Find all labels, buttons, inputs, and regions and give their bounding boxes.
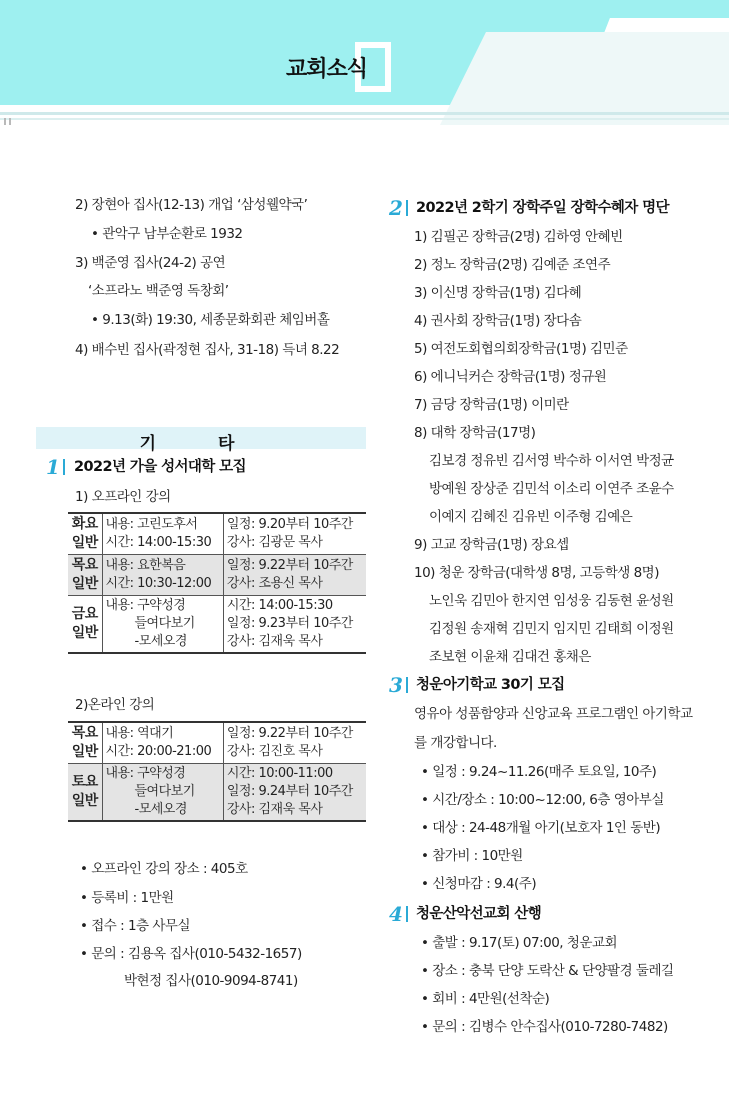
scholarship-line: 4) 권사회 장학금(1명) 장다솜 <box>414 313 582 329</box>
scholarship-line: 2) 정노 장학금(2명) 김예준 조연주 <box>414 257 611 273</box>
info-line: • 장소 : 충북 단양 도락산 & 단양팔경 둘레길 <box>421 963 674 979</box>
scholarship-line: 10) 청운 장학금(대학생 8명, 고등학생 8명) <box>414 565 659 581</box>
course-cell: 내용: 역대기 시간: 20:00-21:00 <box>102 722 223 764</box>
online-schedule-table <box>68 721 366 822</box>
table-row <box>68 555 366 596</box>
info-line: • 문의 : 김병수 안수집사(010-7280-7482) <box>421 1019 668 1035</box>
note-item: • 등록비 : 1만원 <box>80 890 174 906</box>
scholarship-line: 5) 여전도회협의회장학금(1명) 김민준 <box>414 341 628 357</box>
table-row <box>68 513 366 555</box>
note-item: • 문의 : 김용옥 집사(010-5432-1657) <box>80 946 302 962</box>
schedule-cell: 일정: 9.22부터 10주간 강사: 김진호 목사 <box>223 722 366 764</box>
scholarship-line: 6) 에니닉커슨 장학금(1명) 정규원 <box>414 369 607 385</box>
news-item: 2) 장현아 집사(12-13) 개업 ‘삼성웰약국’ <box>75 197 308 213</box>
course-cell: 내용: 구약성경 들여다보기 -모세오경 <box>102 764 223 822</box>
news-detail: • 관악구 남부순환로 1932 <box>91 226 243 242</box>
info-line: • 일정 : 9.24~11.26(매주 토요일, 10주) <box>421 764 657 780</box>
table-row <box>68 764 366 822</box>
recipient-names: 이예지 김혜진 김유빈 이주형 김예은 <box>429 509 633 525</box>
info-line: • 참가비 : 10만원 <box>421 848 523 864</box>
recipient-names: 노인욱 김민아 한지연 임성웅 김동현 윤성원 <box>429 593 674 609</box>
schedule-cell: 시간: 14:00-15:30 일정: 9.23부터 10주간 강사: 김재욱 목사 <box>223 596 366 654</box>
info-line: 를 개강합니다. <box>414 735 497 751</box>
day-cell: 목요 일반 <box>68 722 102 764</box>
info-line: • 출발 : 9.17(토) 07:00, 청운교회 <box>421 935 618 951</box>
scholarship-line: 3) 이신명 장학금(1명) 김다혜 <box>414 285 582 301</box>
table-row <box>68 596 366 654</box>
header-banner <box>0 0 729 125</box>
section-number: 1 <box>46 455 60 479</box>
recipient-names: 김보경 정유빈 김서영 박수하 이서연 박정균 <box>429 453 674 469</box>
day-cell: 토요 일반 <box>68 764 102 822</box>
note-item: • 접수 : 1층 사무실 <box>80 918 191 934</box>
news-item: 3) 백준영 집사(24-2) 공연 <box>75 255 226 271</box>
day-cell: 목요 일반 <box>68 555 102 596</box>
info-line: • 시간/장소 : 10:00~12:00, 6층 영아부실 <box>421 792 664 808</box>
news-detail: ‘소프라노 백준영 독창회’ <box>88 283 229 299</box>
recipient-names: 김정원 송재혁 김민지 임지민 김태희 이정원 <box>429 621 674 637</box>
note-item: 박현정 집사(010-9094-8741) <box>124 973 298 989</box>
recipient-names: 방예원 장상준 김민석 이소리 이연주 조윤수 <box>429 481 674 497</box>
section-divider <box>63 459 65 475</box>
info-line: • 신청마감 : 9.4(주) <box>421 876 537 892</box>
section-number: 4 <box>389 902 403 926</box>
section-divider <box>406 200 408 216</box>
day-cell: 금요 일반 <box>68 596 102 654</box>
info-line: 영유아 성품함양과 신앙교육 프로그램인 아기학교 <box>414 706 693 722</box>
section-divider <box>406 906 408 922</box>
section-number: 3 <box>389 673 403 697</box>
course-cell: 내용: 고린도후서 시간: 14:00-15:30 <box>102 513 223 555</box>
schedule-cell: 일정: 9.22부터 10주간 강사: 조용신 목사 <box>223 555 366 596</box>
course-cell: 내용: 요한복음 시간: 10:30-12:00 <box>102 555 223 596</box>
online-label: 2)온라인 강의 <box>75 697 155 713</box>
scholarship-line: 8) 대학 장학금(17명) <box>414 425 536 441</box>
news-item: 4) 배수빈 집사(곽정현 집사, 31-18) 득녀 8.22 <box>75 342 340 358</box>
offline-schedule-table <box>68 512 366 654</box>
scholarship-line: 1) 김필곤 장학금(2명) 김하영 안혜빈 <box>414 229 623 245</box>
scholarship-line: 7) 금당 장학금(1명) 이미란 <box>414 397 569 413</box>
table-row <box>68 722 366 764</box>
news-detail: • 9.13(화) 19:30, 세종문화회관 체임버홀 <box>91 312 330 328</box>
offline-label: 1) 오프라인 강의 <box>75 489 171 505</box>
day-cell: 화요 일반 <box>68 513 102 555</box>
section-title: 2022년 가을 성서대학 모집 <box>74 459 246 475</box>
schedule-cell: 일정: 9.20부터 10주간 강사: 김광문 목사 <box>223 513 366 555</box>
section-divider <box>406 677 408 693</box>
course-cell: 내용: 구약성경 들여다보기 -모세오경 <box>102 596 223 654</box>
note-item: • 오프라인 강의 장소 : 405호 <box>80 861 248 877</box>
section-title: 2022년 2학기 장학주일 장학수혜자 명단 <box>416 200 669 216</box>
schedule-cell: 시간: 10:00-11:00 일정: 9.24부터 10주간 강사: 김재욱 목사 <box>223 764 366 822</box>
recipient-names: 조보현 이윤채 김대건 홍채은 <box>429 649 591 665</box>
section-title: 청운아기학교 30기 모집 <box>416 677 565 693</box>
etc-title: 기 타 <box>139 434 263 454</box>
section-number: 2 <box>389 196 403 220</box>
section-title: 청운산악선교회 산행 <box>416 906 542 922</box>
etc-section-header <box>36 427 366 454</box>
info-line: • 대상 : 24-48개월 아기(보호자 1인 동반) <box>421 820 661 836</box>
info-line: • 회비 : 4만원(선착순) <box>421 991 550 1007</box>
scholarship-line: 9) 고교 장학금(1명) 장요셉 <box>414 537 569 553</box>
page-title: 교회소식 <box>286 57 368 82</box>
